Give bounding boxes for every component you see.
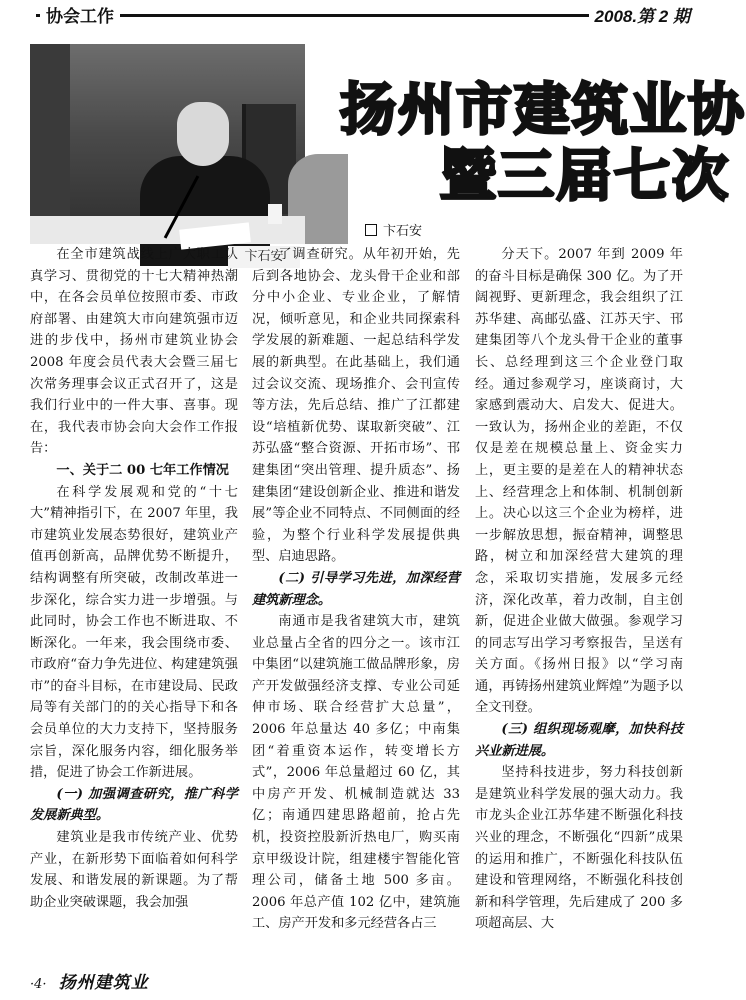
square-icon — [365, 224, 377, 236]
issue-label: 2008.第 2 期 — [589, 2, 696, 27]
paragraph: 南通市是我省建筑大市，建筑业总量占全省的四分之一。该市江中集团“以建筑施工做品牌形象，房产开发做强经济支撑、专业公司延伸市场、联合经营扩大总量”，2006 年总量达 40 多亿；中南集团“着重资本运作，转变增长方式”，2006 年总量超过 60 亿，其中房产开发、机械制造就达 33 亿；南通四建思路超前，抢占先机，投资控股新沂热电厂，购买南京甲级设计院，组建楼宇智能化管理公司，储备土地 500 多亩。2006 年总产值 102 亿中，建筑施工、房产开发和多元经营各占三 — [252, 614, 460, 932]
subsection-heading: (三) 组织现场观摩，加快科技兴业新进展。 — [475, 722, 683, 759]
subsection-heading: (一) 加强调查研究，推广科学发展新典型。 — [30, 786, 238, 824]
headline-line-1: 扬州市建筑业协 — [340, 78, 746, 143]
section-label: 协会工作 — [40, 2, 120, 27]
section-heading: 一、关于二 00 七年工作情况 — [56, 462, 229, 478]
paragraph: 建筑业是我市传统产业、优势产业，在新形势下面临着如何科学发展、和谐发展的新课题。为了帮助企业突破课题，我会加强 — [30, 830, 238, 910]
page-number: ·4· — [30, 977, 47, 992]
page-footer — [30, 968, 149, 993]
magazine-logo: 扬州建筑业 — [58, 973, 149, 993]
byline — [365, 220, 422, 239]
byline-author: 卞石安 — [383, 224, 423, 239]
headline — [340, 60, 746, 210]
paragraph: 分天下。2007 年到 2009 年的奋斗目标是确保 300 亿。为了开阔视野、更新理念，我会组织了江苏华建、高邮弘盛、江苏天宇、邗建集团等八个龙头骨干企业的董事长、总经理到这三个企业登门取经。通过参观学习，座谈商讨，大家感到震动大、启发大、促进大。一致认为，扬州企业的差距，不仅仅是差在规模总量上、资金实力上，更主要的是差在人的精神状态上、经营理念上和体制、机制创新上。决心以这三个企业为榜样，进一步解放思想，振奋精神，调整思路，树立和加深经营大建筑的理念，采取切实措施，发展多元经济，深化改革，着力改制，自主创新，促进企业做大做强。参观学习的同志写出学习考察报告，呈送有关方面。《扬州日报》以“学习南通，再铸扬州建筑业辉煌”为题予以全文刊登。 — [475, 247, 683, 716]
photo-wall — [30, 44, 70, 244]
paragraph: 了调查研究。从年初开始，先后到各地协会、龙头骨干企业和部分中小企业、专业企业，了解情况，倾听意见，和企业共同探索科学发展的新难题、一起总结科学发展的新典型。在此基础上，我们通过会议交流、现场推介、会刊宣传等方法，先后总结、推广了江都建设“培植新优势、谋取新突破”、江苏弘盛“整合资源、开拓市场”、邗建集团“突出管理、提升质态”、扬建集团“建设创新企业、推进和谐发展”等企业不同特点、不同侧面的经验，为整个行业科学发展提供典型、启迪思路。 — [252, 247, 460, 565]
subsection-heading: (二) 引导学习先进，加深经营建筑新理念。 — [252, 570, 460, 608]
paragraph: 坚持科技进步，努力科技创新是建筑业科学发展的强大动力。我市龙头企业江苏华建不断强化科技兴业的理念，不断强化“四新”成果的运用和推广，不断强化科技队伍建设和管理网络，不断强化科技创新和科学管理，先后建成了 200 多项超高层、大 — [475, 765, 683, 932]
article-column-2 — [252, 244, 460, 935]
headline-line-2: 暨三届七次 — [440, 144, 730, 209]
article-column-3 — [475, 244, 683, 935]
photo-nameplate: 卞石安 — [228, 246, 300, 268]
page-header — [0, 0, 720, 28]
paragraph: 在科学发展观和党的“十七大”精神指引下，在 2007 年里，我市建筑业发展态势很好，建筑业产值再创新高，品牌优势不断提升，结构调整有所突破，改制改革进一步深化，综合实力进一步增强。与此同时，协会工作也不断进取、不断深化。一年来，我会围绕市委、市政府“奋力争先进位、构建建筑强市”的奋斗目标，在市建设局、民政局等有关部门的的关心指导下和各会员单位的大力支持下，坚持服务宗旨，深化服务内容，细化服务举措，促进了协会工作新进展。 — [30, 484, 238, 781]
article-column-1 — [30, 244, 238, 913]
photo-speaker-head — [177, 102, 229, 166]
paragraph: 在全市建筑战线上广大职工认真学习、贯彻党的十七大精神热潮中，在各会员单位按照市委、市政府部署、由建筑大市向建筑强市迈进的步伐中，扬州市建筑业协会 2008 年度会员代表大会暨三届七次常务理事会议正式召开了，这是我们行业中的一件大事、喜事。现在，我代表市协会向大会作工作报告： — [30, 247, 238, 457]
cup-icon — [268, 204, 282, 224]
header-rule — [36, 14, 684, 17]
speaker-photo — [30, 44, 305, 264]
